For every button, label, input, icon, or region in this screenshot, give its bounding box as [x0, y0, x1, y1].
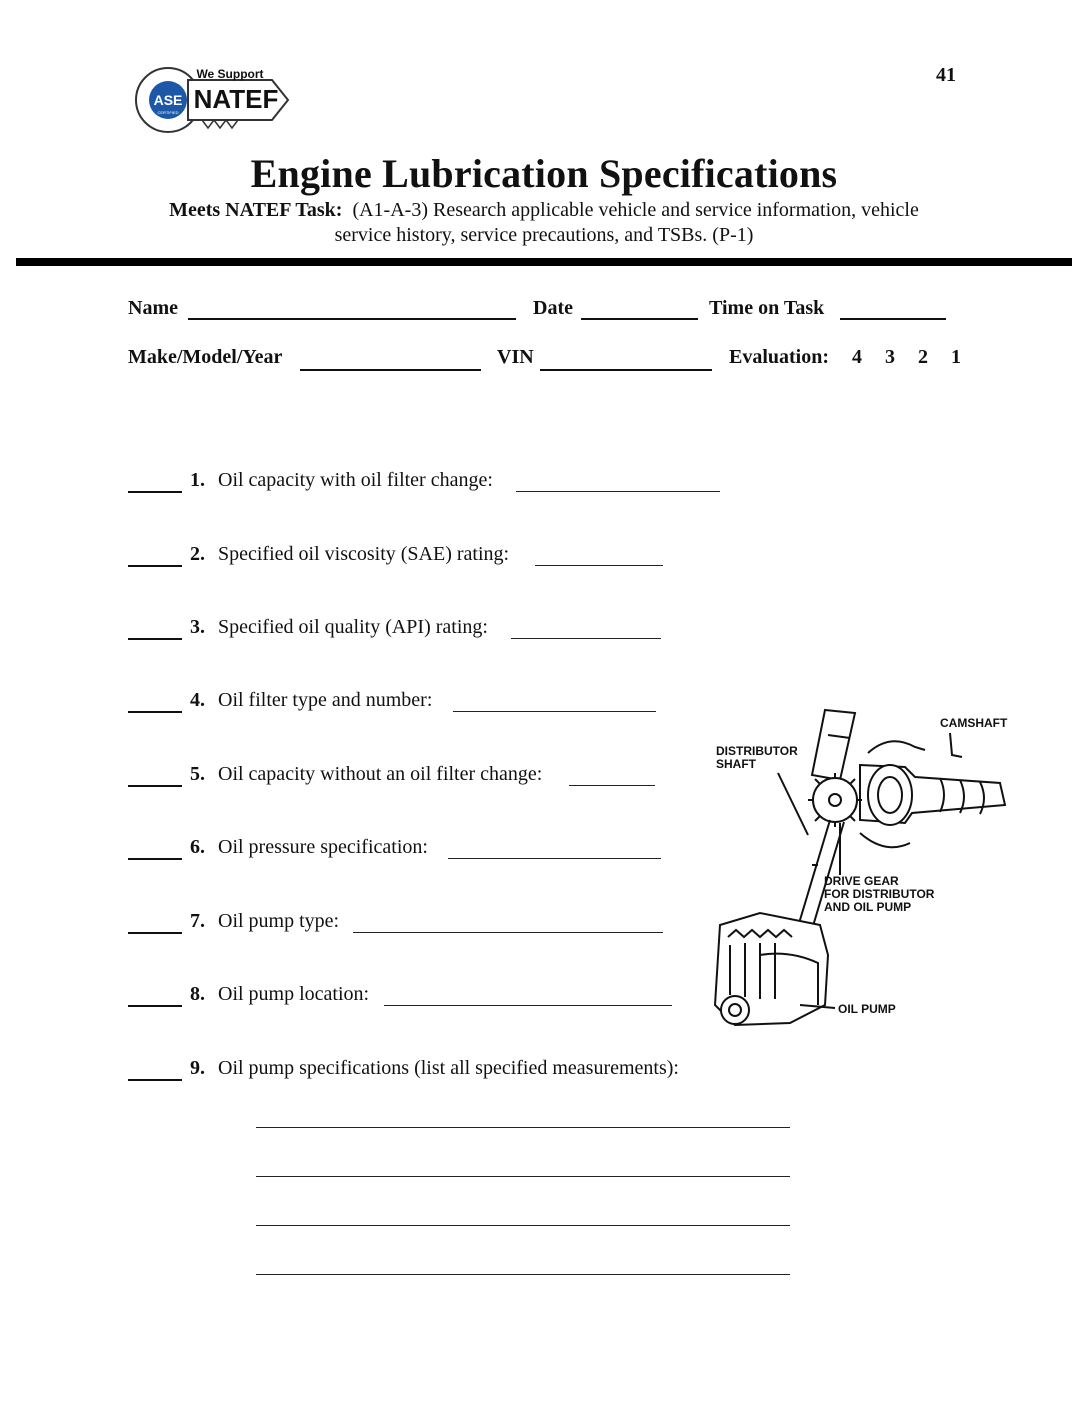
- question-text: Oil pump location:: [218, 983, 370, 1005]
- name-field[interactable]: [188, 318, 516, 320]
- check-blank-5[interactable]: [128, 785, 182, 787]
- question-number: 6.: [190, 836, 205, 858]
- evaluation-score-1[interactable]: 1: [951, 346, 962, 368]
- oil-pump-label: OIL PUMP: [838, 1002, 896, 1016]
- specifications-line-1[interactable]: [256, 1127, 790, 1128]
- svg-text:ASE: ASE: [153, 92, 183, 108]
- check-blank-3[interactable]: [128, 638, 182, 640]
- check-blank-6[interactable]: [128, 858, 182, 860]
- answer-line-1[interactable]: [516, 491, 720, 492]
- distributor-shaft-label-text: DISTRIBUTOR SHAFT: [716, 744, 798, 771]
- answer-line-2[interactable]: [535, 565, 663, 566]
- check-blank-8[interactable]: [128, 1005, 182, 1007]
- answer-line-5[interactable]: [569, 785, 655, 786]
- page-number: 41: [936, 64, 956, 86]
- answer-line-6[interactable]: [448, 858, 661, 859]
- evaluation: [729, 346, 961, 369]
- make-model-year-field[interactable]: [300, 369, 481, 371]
- answer-line-8[interactable]: [384, 1005, 672, 1006]
- question-number: 8.: [190, 983, 205, 1005]
- question-text: Oil capacity with oil filter change:: [218, 469, 493, 491]
- question-text: Oil filter type and number:: [218, 689, 433, 711]
- date-label: Date: [533, 297, 573, 319]
- time-on-task-label: Time on Task: [709, 297, 825, 319]
- specifications-line-2[interactable]: [256, 1176, 790, 1177]
- question-text: Oil pump type:: [218, 910, 340, 932]
- svg-text:NATEF: NATEF: [193, 84, 279, 114]
- svg-text:CERTIFIED: CERTIFIED: [157, 110, 179, 115]
- make-model-year-label: Make/Model/Year: [128, 346, 283, 368]
- header-divider: [16, 258, 1072, 266]
- natef-logo: [132, 58, 294, 142]
- answer-line-3[interactable]: [511, 638, 661, 639]
- question-number: 4.: [190, 689, 205, 711]
- evaluation-score-2[interactable]: 2: [918, 346, 929, 368]
- date-field[interactable]: [581, 318, 698, 320]
- check-blank-9[interactable]: [128, 1079, 182, 1081]
- question-text: Oil pressure specification:: [218, 836, 428, 858]
- task-label: Meets NATEF Task:: [169, 199, 343, 221]
- evaluation-label: Evaluation:: [729, 346, 830, 368]
- check-blank-1[interactable]: [128, 491, 182, 493]
- camshaft-label: CAMSHAFT: [940, 716, 1008, 730]
- answer-line-7[interactable]: [353, 932, 663, 933]
- vin-label: VIN: [497, 346, 534, 368]
- question-number: 5.: [190, 763, 205, 785]
- evaluation-score-3[interactable]: 3: [885, 346, 896, 368]
- drive-gear-label: DRIVE GEAR FOR DISTRIBUTOR AND OIL PUMP: [824, 874, 935, 914]
- task-line-2: service history, service precautions, and TSBs. (P-1): [334, 224, 754, 246]
- check-blank-4[interactable]: [128, 711, 182, 713]
- answer-line-4[interactable]: [453, 711, 656, 712]
- question-number: 7.: [190, 910, 205, 932]
- question-text: Specified oil quality (API) rating:: [218, 616, 488, 638]
- natef-task: [100, 198, 988, 248]
- oil-pump-diagram: [700, 705, 1030, 1040]
- evaluation-score-4[interactable]: 4: [852, 346, 863, 368]
- check-blank-7[interactable]: [128, 932, 182, 934]
- check-blank-2[interactable]: [128, 565, 182, 567]
- question-number: 1.: [190, 469, 205, 491]
- question-text: Oil capacity without an oil filter change:: [218, 763, 543, 785]
- name-label: Name: [128, 297, 178, 319]
- specifications-line-4[interactable]: [256, 1274, 790, 1275]
- svg-text:We Support: We Support: [196, 67, 264, 81]
- question-number: 2.: [190, 543, 205, 565]
- page-title: Engine Lubrication Specifications: [250, 151, 838, 196]
- time-on-task-field[interactable]: [840, 318, 946, 320]
- ase-key-icon: [132, 58, 294, 142]
- question-text: Oil pump specifications (list all specified measurements):: [218, 1057, 679, 1079]
- task-line-1: (A1-A-3) Research applicable vehicle and service information, vehicle: [352, 199, 919, 221]
- specifications-line-3[interactable]: [256, 1225, 790, 1226]
- question-text: Specified oil viscosity (SAE) rating:: [218, 543, 510, 565]
- vin-field[interactable]: [540, 369, 712, 371]
- question-number: 3.: [190, 616, 205, 638]
- question-number: 9.: [190, 1057, 205, 1079]
